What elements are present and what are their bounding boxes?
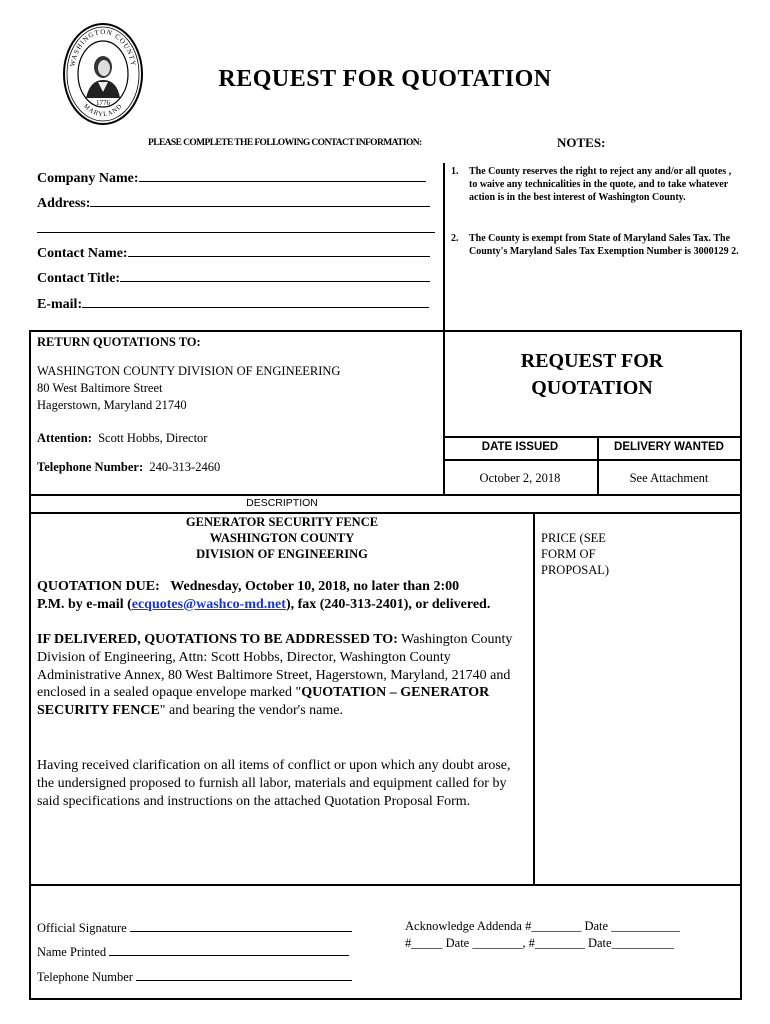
delivery-instructions: IF DELIVERED, QUOTATIONS TO BE ADDRESSED TO: Washington County Division of Engineering, Attn: Scott Hobbs, Director, Washington County Administrative Annex, 80 West Baltimore Street, Hagerstown, Maryland, 21740 and enclosed in a sealed opaque envelope marked "QUOTATION – GENERATOR SECURITY FENCE" and bearing the vendor's name.	[37, 632, 513, 719]
name-printed-field[interactable]	[37, 943, 349, 960]
address-label: Address:	[37, 196, 91, 211]
frame-right	[740, 330, 742, 1000]
return-street: 80 West Baltimore Street	[37, 381, 163, 395]
acknowledge-addenda-line-1[interactable]: Acknowledge Addenda #________ Date ___________	[405, 919, 680, 933]
contact-name-field[interactable]	[37, 244, 430, 262]
telephone-number-field[interactable]	[37, 968, 352, 985]
official-signature-field[interactable]	[37, 919, 352, 936]
company-name-field[interactable]	[37, 169, 426, 187]
contact-title-field[interactable]	[37, 269, 430, 287]
seal-year: 1776	[96, 99, 110, 107]
telephone-label: Telephone Number:	[37, 460, 144, 474]
description-label: DESCRIPTION	[246, 497, 318, 509]
divider-date-header-top	[443, 436, 741, 438]
divider-date-header-bottom	[443, 459, 741, 461]
attention-value: Scott Hobbs, Director	[98, 431, 208, 445]
due-text-1: Wednesday, October 10, 2018, no later than 2:00	[170, 579, 460, 594]
address-field[interactable]	[37, 194, 430, 212]
note-number: 2.	[451, 233, 459, 244]
date-issued-value: October 2, 2018	[479, 471, 561, 485]
email-field[interactable]	[37, 295, 429, 313]
notes-heading: NOTES:	[557, 135, 606, 150]
return-city: Hagerstown, Maryland 21740	[37, 398, 187, 412]
attention-label: Attention:	[37, 431, 92, 445]
divider-description-top	[29, 494, 741, 496]
date-issued-label: DATE ISSUED	[481, 441, 559, 453]
page-title: REQUEST FOR QUOTATION	[218, 66, 552, 92]
note-item-1	[451, 165, 741, 204]
delivered-heading: IF DELIVERED, QUOTATIONS TO BE ADDRESSED TO:	[37, 632, 398, 647]
contact-name-label: Contact Name:	[37, 246, 128, 261]
telephone-value: 240-313-2460	[149, 460, 221, 474]
name-printed-label: Name Printed	[37, 945, 107, 959]
description-title: GENERATOR SECURITY FENCE WASHINGTON COUNTY DIVISION OF ENGINEERING	[185, 515, 379, 561]
divider-signature-top	[29, 884, 741, 886]
contact-title-label: Contact Title:	[37, 271, 121, 286]
delivery-wanted-label: DELIVERY WANTED	[614, 441, 724, 453]
return-org: WASHINGTON COUNTY DIVISION OF ENGINEERING	[37, 364, 341, 378]
price-note: PRICE (SEE FORM OF PROPOSAL)	[541, 531, 610, 577]
delivery-wanted-value: See Attachment	[629, 471, 709, 485]
delivered-marking: QUOTATION – GENERATOR SECURITY FENCE	[37, 685, 490, 719]
telephone-line	[37, 459, 220, 475]
address-line-2[interactable]	[37, 232, 435, 233]
contact-instruction: PLEASE COMPLETE THE FOLLOWING CONTACT INFORMATION:	[148, 138, 422, 148]
frame-left	[29, 330, 31, 1000]
quotation-due: QUOTATION DUE: Wednesday, October 10, 2018, no later than 2:00 P.M. by e-mail (ecquotes@washco-md.net), fax (240-313-2401), or delivered.	[37, 579, 491, 612]
divider-price-column	[533, 512, 535, 885]
seal-bottom-text: MARYLAND	[81, 102, 125, 119]
note-number: 1.	[451, 166, 459, 177]
seal-top-text: WASHINGTON COUNTY	[68, 27, 138, 68]
note-text: The County is exempt from State of Maryland Sales Tax. The County's Maryland Sales Tax Exemption Number is 3000129 2.	[469, 233, 739, 257]
due-label: QUOTATION DUE:	[37, 579, 160, 594]
company-name-label: Company Name:	[37, 171, 139, 186]
rfq-box-title: REQUEST FOR QUOTATION	[520, 350, 664, 399]
note-item-2	[451, 232, 741, 258]
attention-line	[37, 430, 207, 446]
note-text: The County reserves the right to reject any and/or all quotes , to waive any technicalities in the quote, and to take whatever action is in the best interest of Washington County.	[469, 166, 732, 203]
return-heading: RETURN QUOTATIONS TO:	[37, 335, 201, 349]
divider-horizontal-top	[29, 330, 741, 332]
acknowledge-addenda-line-2[interactable]: #_____ Date ________, #________ Date__________	[405, 936, 675, 950]
frame-bottom	[29, 998, 742, 1000]
official-signature-label: Official Signature	[37, 921, 127, 935]
telephone-number-label: Telephone Number	[37, 970, 133, 984]
email-link[interactable]: ecquotes@washco-md.net	[131, 596, 286, 612]
email-label: E-mail:	[37, 297, 83, 312]
clarification-paragraph: Having received clarification on all items of conflict or upon which any doubt arose, the undersigned proposed to furnish all labor, materials and equipment called for by said specifications and instructions on the attached Quotation Proposal Form.	[37, 758, 511, 809]
